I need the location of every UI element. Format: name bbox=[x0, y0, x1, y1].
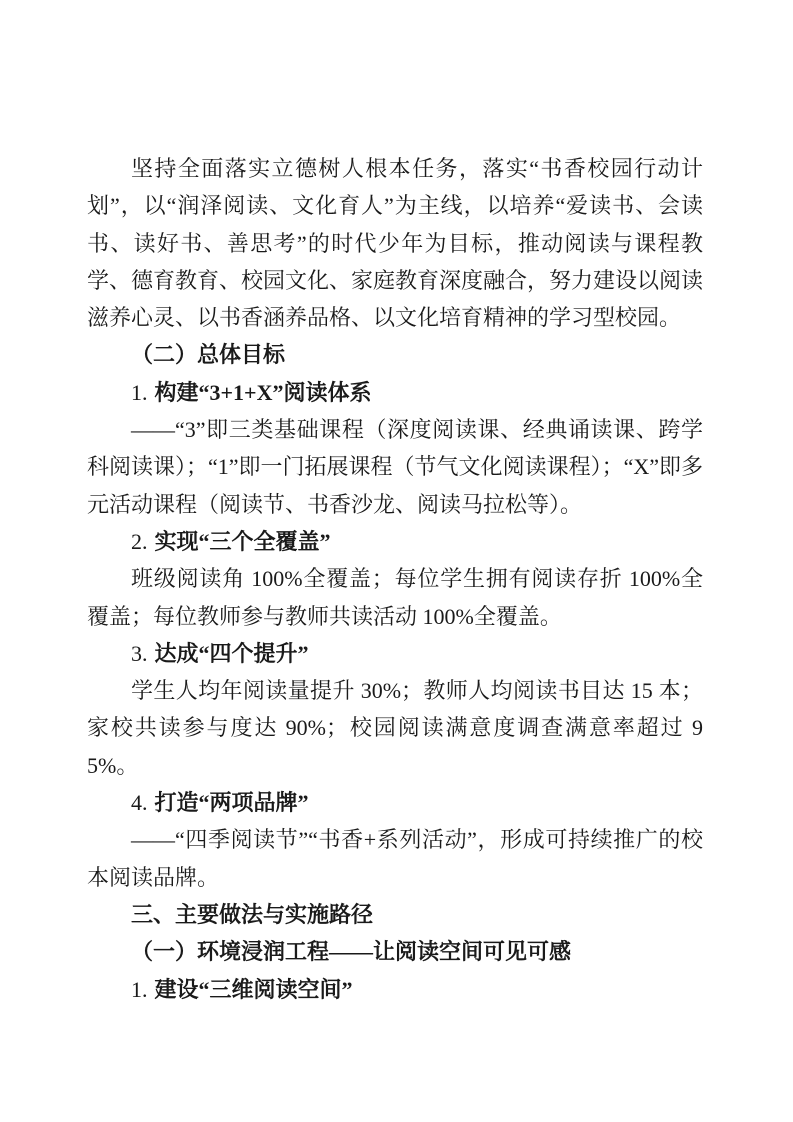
heading-number: 2. bbox=[131, 528, 148, 554]
heading-number: 4. bbox=[131, 790, 148, 816]
paragraph-four-improvements-detail: 学生人均年阅读量提升 30%；教师人均阅读书目达 15 本；家校共读参与度达 90%；校园阅读满意度调查满意率超过 95%。 bbox=[87, 678, 703, 778]
heading-text: 构建“3+1+X”阅读体系 bbox=[154, 379, 372, 405]
document-content bbox=[87, 150, 703, 1008]
heading-four-improvements bbox=[87, 635, 703, 672]
heading-environment-project: （一）环境浸润工程——让阅读空间可见可感 bbox=[131, 939, 572, 965]
paragraph-three-full-coverage-detail: 班级阅读角 100%全覆盖；每位学生拥有阅读存折 100%全覆盖；每位教师参与教师共读活动 100%全覆盖。 bbox=[87, 566, 703, 629]
heading-two-brands bbox=[87, 784, 703, 821]
heading-text: 达成“四个提升” bbox=[154, 640, 309, 666]
heading-three-dimensional-space bbox=[87, 971, 703, 1008]
heading-number: 1. bbox=[131, 976, 148, 1002]
heading-text: 打造“两项品牌” bbox=[154, 790, 309, 816]
paragraph-two-brands-detail: ——“四季阅读节”“书香+系列活动”，形成可持续推广的校本阅读品牌。 bbox=[87, 827, 703, 890]
paragraph-reading-system-detail: ——“3”即三类基础课程（深度阅读课、经典诵读课、跨学科阅读课）；“1”即一门拓展课程（节气文化阅读课程）；“X”即多元活动课程（阅读节、书香沙龙、阅读马拉松等）。 bbox=[87, 417, 703, 517]
heading-main-practices: 三、主要做法与实施路径 bbox=[131, 901, 374, 927]
heading-number: 3. bbox=[131, 640, 148, 666]
heading-number: 1. bbox=[131, 379, 148, 405]
heading-overall-goals: （二）总体目标 bbox=[131, 342, 286, 368]
heading-three-full-coverage bbox=[87, 523, 703, 560]
heading-reading-system bbox=[87, 374, 703, 411]
heading-text: 建设“三维阅读空间” bbox=[154, 976, 353, 1002]
heading-text: 实现“三个全覆盖” bbox=[154, 528, 331, 554]
paragraph-guiding-principle: 坚持全面落实立德树人根本任务，落实“书香校园行动计划”，以“润泽阅读、文化育人”为主线，以培养“爱读书、会读书、读好书、善思考”的时代少年为目标，推动阅读与课程教学、德育教育、校园文化、家庭教育深度融合，努力建设以阅读滋养心灵、以书香涵养品格、以文化培育精神的学习型校园。 bbox=[87, 156, 704, 331]
